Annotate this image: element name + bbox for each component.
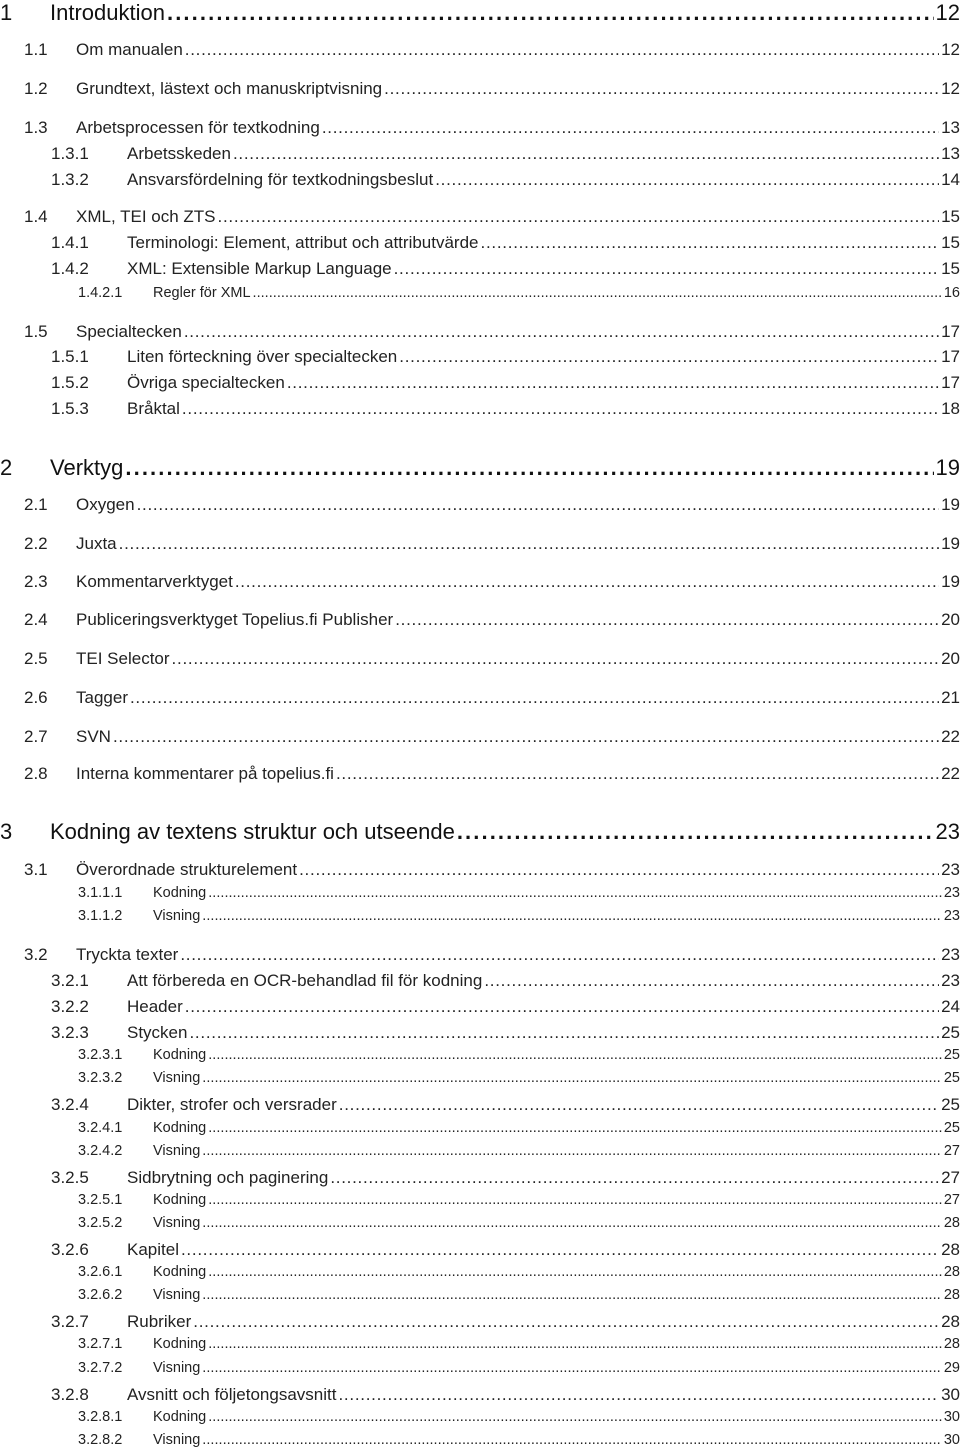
- toc-entry-title: Terminologi: Element, attribut och attributvärde: [127, 233, 479, 252]
- toc-entry-title: Rubriker: [127, 1312, 192, 1331]
- toc-entry-title: Visning: [153, 908, 201, 924]
- toc-entry-page: 25: [941, 1023, 960, 1042]
- toc-dot-leader: [181, 1240, 939, 1260]
- toc-entry[interactable]: [0, 610, 960, 632]
- toc-dot-leader: [208, 1409, 942, 1425]
- toc-entry-page: 20: [941, 649, 960, 668]
- toc-entry-number: 1.5: [24, 322, 48, 341]
- toc-dot-leader: [184, 322, 939, 342]
- toc-entry-title: TEI Selector: [76, 649, 170, 668]
- toc-dot-leader: [399, 347, 939, 367]
- toc-entry-number: 3: [0, 819, 13, 844]
- toc-entry-page: 20: [941, 610, 960, 629]
- toc-entry-number: 3.2.6: [51, 1240, 89, 1259]
- toc-entry-title: Interna kommentarer på topelius.fi: [76, 764, 334, 783]
- toc-entry-title: Övriga specialtecken: [127, 373, 285, 392]
- toc-entry[interactable]: [0, 997, 960, 1019]
- toc-entry-page: 23: [941, 945, 960, 964]
- toc-entry[interactable]: [0, 399, 960, 421]
- toc-entry-number: 3.2.3.1: [78, 1047, 123, 1063]
- toc-entry-number: 3.2.4.1: [78, 1120, 123, 1136]
- toc-dot-leader: [185, 997, 939, 1017]
- toc-entry-title: Liten förteckning över specialtecken: [127, 347, 398, 366]
- toc-entry-number: 3.2.2: [51, 997, 89, 1016]
- toc-entry[interactable]: [0, 1143, 960, 1161]
- toc-dot-leader: [481, 233, 940, 253]
- toc-entry-title: Arbetsskeden: [127, 144, 231, 163]
- toc-dot-leader: [202, 1143, 942, 1159]
- toc-entry-number: 1.1: [24, 40, 48, 59]
- toc-entry-page: 28: [943, 1264, 960, 1280]
- toc-entry-number: 3.2.3.2: [78, 1070, 123, 1086]
- toc-entry-page: 12: [935, 0, 960, 25]
- toc-entry-page: 17: [941, 347, 960, 366]
- toc-entry-title: Oxygen: [76, 495, 135, 514]
- toc-entry-title: Kodning: [153, 885, 207, 901]
- toc-entry[interactable]: [0, 819, 960, 845]
- toc-entry-title: Visning: [153, 1070, 201, 1086]
- toc-entry-title: Stycken: [127, 1023, 188, 1042]
- toc-entry-page: 22: [941, 727, 960, 746]
- toc-entry-title: Överordnade strukturelement: [76, 860, 298, 879]
- toc-entry-page: 12: [941, 79, 960, 98]
- toc-entry[interactable]: [0, 322, 960, 344]
- toc-entry-page: 23: [935, 819, 960, 844]
- toc-entry-page: 25: [941, 1095, 960, 1114]
- toc-entry-number: 1.2: [24, 79, 48, 98]
- toc-dot-leader: [395, 610, 939, 630]
- toc-dot-leader: [384, 79, 939, 99]
- toc-entry-number: 2: [0, 455, 13, 480]
- toc-entry[interactable]: [0, 1385, 960, 1407]
- toc-entry[interactable]: [0, 649, 960, 671]
- toc-entry[interactable]: [0, 572, 960, 594]
- toc-entry-number: 3.1: [24, 860, 48, 879]
- toc-entry[interactable]: [0, 688, 960, 710]
- toc-entry-page: 17: [941, 373, 960, 392]
- toc-entry-number: 2.4: [24, 610, 48, 629]
- toc-entry[interactable]: [0, 0, 960, 26]
- toc-entry[interactable]: [0, 1192, 960, 1210]
- toc-entry-number: 3.2.6.1: [78, 1264, 123, 1280]
- toc-entry-number: 3.1.1.2: [78, 908, 123, 924]
- toc-entry-page: 28: [941, 1240, 960, 1259]
- toc-entry-number: 3.2.8.1: [78, 1409, 123, 1425]
- toc-entry-number: 1.4: [24, 207, 48, 226]
- toc-entry-page: 27: [943, 1143, 960, 1159]
- toc-entry[interactable]: [0, 495, 960, 517]
- toc-entry[interactable]: [0, 1264, 960, 1282]
- toc-entry-page: 25: [943, 1070, 960, 1086]
- toc-entry-number: 3.2.4.2: [78, 1143, 123, 1159]
- toc-entry[interactable]: [0, 1095, 960, 1117]
- toc-entry-page: 15: [941, 259, 960, 278]
- toc-entry-number: 3.1.1.1: [78, 885, 123, 901]
- toc-entry-page: 23: [941, 860, 960, 879]
- toc-dot-leader: [202, 1432, 942, 1448]
- toc-entry[interactable]: [0, 860, 960, 882]
- toc-entry-number: 3.2.5.2: [78, 1215, 123, 1231]
- toc-dot-leader: [484, 971, 939, 991]
- toc-dot-leader: [182, 399, 939, 419]
- toc-dot-leader: [208, 1120, 942, 1136]
- toc-dot-leader: [338, 1385, 939, 1405]
- toc-entry[interactable]: [0, 347, 960, 369]
- toc-entry[interactable]: [0, 79, 960, 101]
- toc-entry-page: 13: [941, 118, 960, 137]
- toc-dot-leader: [125, 455, 933, 481]
- toc-entry-title: Visning: [153, 1432, 201, 1448]
- toc-entry-title: Kodning: [153, 1264, 207, 1280]
- toc-entry-number: 2.2: [24, 534, 48, 553]
- toc-entry-title: Ansvarsfördelning för textkodningsbeslut: [127, 170, 434, 189]
- toc-entry-title: Visning: [153, 1360, 201, 1376]
- toc-entry-number: 3.2.5.1: [78, 1192, 123, 1208]
- toc-entry-title: Kodning: [153, 1409, 207, 1425]
- toc-dot-leader: [113, 727, 939, 747]
- toc-entry[interactable]: [0, 170, 960, 192]
- toc-entry-number: 1.5.2: [51, 373, 89, 392]
- toc-entry-page: 19: [935, 455, 960, 480]
- toc-entry-title: Om manualen: [76, 40, 183, 59]
- toc-entry[interactable]: [0, 118, 960, 140]
- toc-entry-number: 3.2.6.2: [78, 1287, 123, 1303]
- toc-entry[interactable]: [0, 1360, 960, 1378]
- toc-entry-number: 2.3: [24, 572, 48, 591]
- toc-entry-number: 3.2.8.2: [78, 1432, 123, 1448]
- toc-entry[interactable]: [0, 40, 960, 62]
- toc-entry-page: 23: [941, 971, 960, 990]
- toc-dot-leader: [202, 1360, 942, 1376]
- toc-entry-page: 19: [941, 495, 960, 514]
- toc-entry-page: 18: [941, 399, 960, 418]
- toc-entry[interactable]: [0, 1215, 960, 1233]
- toc-entry-number: 3.2.7.1: [78, 1336, 123, 1352]
- toc-entry-title: XML: Extensible Markup Language: [127, 259, 392, 278]
- toc-entry[interactable]: [0, 373, 960, 395]
- toc-dot-leader: [208, 885, 942, 901]
- toc-dot-leader: [435, 170, 939, 190]
- toc-entry-number: 1.3: [24, 118, 48, 137]
- toc-entry-number: 3.2.5: [51, 1168, 89, 1187]
- toc-entry-title: Tagger: [76, 688, 128, 707]
- toc-entry-title: Regler för XML: [153, 285, 251, 301]
- toc-entry[interactable]: [0, 1023, 960, 1045]
- toc-entry-page: 24: [941, 997, 960, 1016]
- toc-entry-number: 2.8: [24, 764, 48, 783]
- toc-entry-number: 1.4.2.1: [78, 285, 123, 301]
- toc-entry-title: Specialtecken: [76, 322, 182, 341]
- toc-entry[interactable]: [0, 971, 960, 993]
- toc-entry-page: 29: [943, 1360, 960, 1376]
- toc-entry-page: 23: [943, 885, 960, 901]
- toc-entry-title: Visning: [153, 1287, 201, 1303]
- toc-entry-page: 19: [941, 572, 960, 591]
- toc-entry-title: Arbetsprocessen för textkodning: [76, 118, 320, 137]
- toc-dot-leader: [208, 1192, 942, 1208]
- toc-dot-leader: [218, 207, 940, 227]
- toc-entry-number: 2.5: [24, 649, 48, 668]
- toc-entry-title: Kodning: [153, 1047, 207, 1063]
- toc-entry[interactable]: [0, 144, 960, 166]
- toc-dot-leader: [287, 373, 939, 393]
- toc-entry-page: 30: [943, 1432, 960, 1448]
- toc-entry-title: Kodning: [153, 1120, 207, 1136]
- toc-entry-title: Kapitel: [127, 1240, 179, 1259]
- toc-entry-number: 1.3.1: [51, 144, 89, 163]
- toc-entry-page: 30: [943, 1409, 960, 1425]
- toc-entry-page: 12: [941, 40, 960, 59]
- toc-entry[interactable]: [0, 285, 960, 303]
- toc-entry-title: Att förbereda en OCR-behandlad fil för kodning: [127, 971, 483, 990]
- toc-dot-leader: [233, 144, 939, 164]
- toc-dot-leader: [208, 1336, 942, 1352]
- toc-entry[interactable]: [0, 1312, 960, 1334]
- toc-entry[interactable]: [0, 534, 960, 556]
- toc-entry-title: Visning: [153, 1143, 201, 1159]
- toc-entry-title: Bråktal: [127, 399, 180, 418]
- toc-entry-page: 14: [941, 170, 960, 189]
- toc-entry-number: 1.5.1: [51, 347, 89, 366]
- toc-dot-leader: [299, 860, 939, 880]
- toc-dot-leader: [189, 1023, 939, 1043]
- toc-dot-leader: [193, 1312, 939, 1332]
- toc-entry-title: Kodning: [153, 1336, 207, 1352]
- toc-entry-page: 28: [943, 1336, 960, 1352]
- toc-entry-title: Visning: [153, 1215, 201, 1231]
- toc-entry-number: 1.4.2: [51, 259, 89, 278]
- toc-entry-number: 3.2: [24, 945, 48, 964]
- toc-entry-title: SVN: [76, 727, 111, 746]
- toc-entry-page: 25: [943, 1120, 960, 1136]
- toc-dot-leader: [208, 1264, 942, 1280]
- toc-dot-leader: [167, 0, 934, 26]
- toc-dot-leader: [336, 764, 939, 784]
- toc-dot-leader: [322, 118, 939, 138]
- toc-dot-leader: [202, 1215, 942, 1231]
- toc-entry[interactable]: [0, 1287, 960, 1305]
- toc-entry-title: Introduktion: [50, 0, 165, 25]
- toc-dot-leader: [202, 1287, 942, 1303]
- toc-entry-number: 3.2.3: [51, 1023, 89, 1042]
- toc-entry-page: 16: [943, 285, 960, 301]
- toc-entry[interactable]: [0, 764, 960, 786]
- toc-dot-leader: [137, 495, 939, 515]
- toc-entry-number: 2.1: [24, 495, 48, 514]
- toc-dot-leader: [130, 688, 939, 708]
- toc-entry-page: 28: [943, 1287, 960, 1303]
- toc-entry-page: 15: [941, 233, 960, 252]
- toc-entry-title: Grundtext, lästext och manuskriptvisning: [76, 79, 383, 98]
- toc-entry-title: Dikter, strofer och versrader: [127, 1095, 337, 1114]
- toc-entry-number: 3.2.7: [51, 1312, 89, 1331]
- toc-entry-number: 1.4.1: [51, 233, 89, 252]
- toc-dot-leader: [330, 1168, 939, 1188]
- toc-entry[interactable]: [0, 1336, 960, 1354]
- toc-dot-leader: [202, 1070, 942, 1086]
- toc-entry-page: 23: [943, 908, 960, 924]
- toc-dot-leader: [339, 1095, 939, 1115]
- toc-entry-page: 15: [941, 207, 960, 226]
- toc-dot-leader: [202, 908, 942, 924]
- toc-entry-number: 2.7: [24, 727, 48, 746]
- toc-entry[interactable]: [0, 1409, 960, 1427]
- toc-entry-title: Header: [127, 997, 183, 1016]
- toc-entry[interactable]: [0, 1432, 960, 1450]
- toc-entry-title: Kommentarverktyget: [76, 572, 233, 591]
- toc-entry-number: 3.2.1: [51, 971, 89, 990]
- toc-entry[interactable]: [0, 945, 960, 967]
- toc-entry-page: 13: [941, 144, 960, 163]
- toc-entry[interactable]: [0, 1047, 960, 1065]
- toc-entry-number: 1.5.3: [51, 399, 89, 418]
- toc-dot-leader: [457, 819, 934, 845]
- toc-entry[interactable]: [0, 1240, 960, 1262]
- toc-entry-page: 27: [943, 1192, 960, 1208]
- toc-entry-title: Juxta: [76, 534, 117, 553]
- toc-entry-number: 3.2.4: [51, 1095, 89, 1114]
- toc-dot-leader: [208, 1047, 942, 1063]
- toc-entry-page: 25: [943, 1047, 960, 1063]
- toc-entry[interactable]: [0, 1168, 960, 1190]
- toc-dot-leader: [235, 572, 939, 592]
- toc-entry[interactable]: [0, 455, 960, 481]
- toc-entry-page: 22: [941, 764, 960, 783]
- toc-entry-title: Kodning av textens struktur och utseende: [50, 819, 455, 844]
- toc-entry-title: Sidbrytning och paginering: [127, 1168, 329, 1187]
- toc-entry[interactable]: [0, 207, 960, 229]
- toc-entry-page: 27: [941, 1168, 960, 1187]
- toc-entry-title: XML, TEI och ZTS: [76, 207, 216, 226]
- toc-entry[interactable]: [0, 1120, 960, 1138]
- toc-entry-title: Verktyg: [50, 455, 124, 480]
- toc-entry-number: 2.6: [24, 688, 48, 707]
- toc-entry-number: 3.2.8: [51, 1385, 89, 1404]
- toc-entry-number: 3.2.7.2: [78, 1360, 123, 1376]
- toc-entry-page: 19: [941, 534, 960, 553]
- toc-entry-page: 17: [941, 322, 960, 341]
- toc-entry-number: 1: [0, 0, 13, 25]
- toc-dot-leader: [119, 534, 939, 554]
- toc-dot-leader: [185, 40, 939, 60]
- toc-entry[interactable]: [0, 233, 960, 255]
- toc-entry-title: Avsnitt och följetongsavsnitt: [127, 1385, 337, 1404]
- toc-dot-leader: [394, 259, 939, 279]
- toc-entry[interactable]: [0, 1070, 960, 1088]
- toc-dot-leader: [253, 285, 942, 301]
- toc-entry[interactable]: [0, 259, 960, 281]
- toc-entry-page: 21: [941, 688, 960, 707]
- toc-entry-page: 30: [941, 1385, 960, 1404]
- toc-entry-title: Kodning: [153, 1192, 207, 1208]
- toc-entry-page: 28: [941, 1312, 960, 1331]
- toc-entry-number: 1.3.2: [51, 170, 89, 189]
- toc-entry-page: 28: [943, 1215, 960, 1231]
- toc-entry[interactable]: [0, 885, 960, 903]
- toc-entry[interactable]: [0, 727, 960, 749]
- toc-dot-leader: [180, 945, 939, 965]
- toc-dot-leader: [172, 649, 940, 669]
- toc-entry-title: Tryckta texter: [76, 945, 179, 964]
- toc-entry-title: Publiceringsverktyget Topelius.fi Publisher: [76, 610, 394, 629]
- toc-entry[interactable]: [0, 908, 960, 926]
